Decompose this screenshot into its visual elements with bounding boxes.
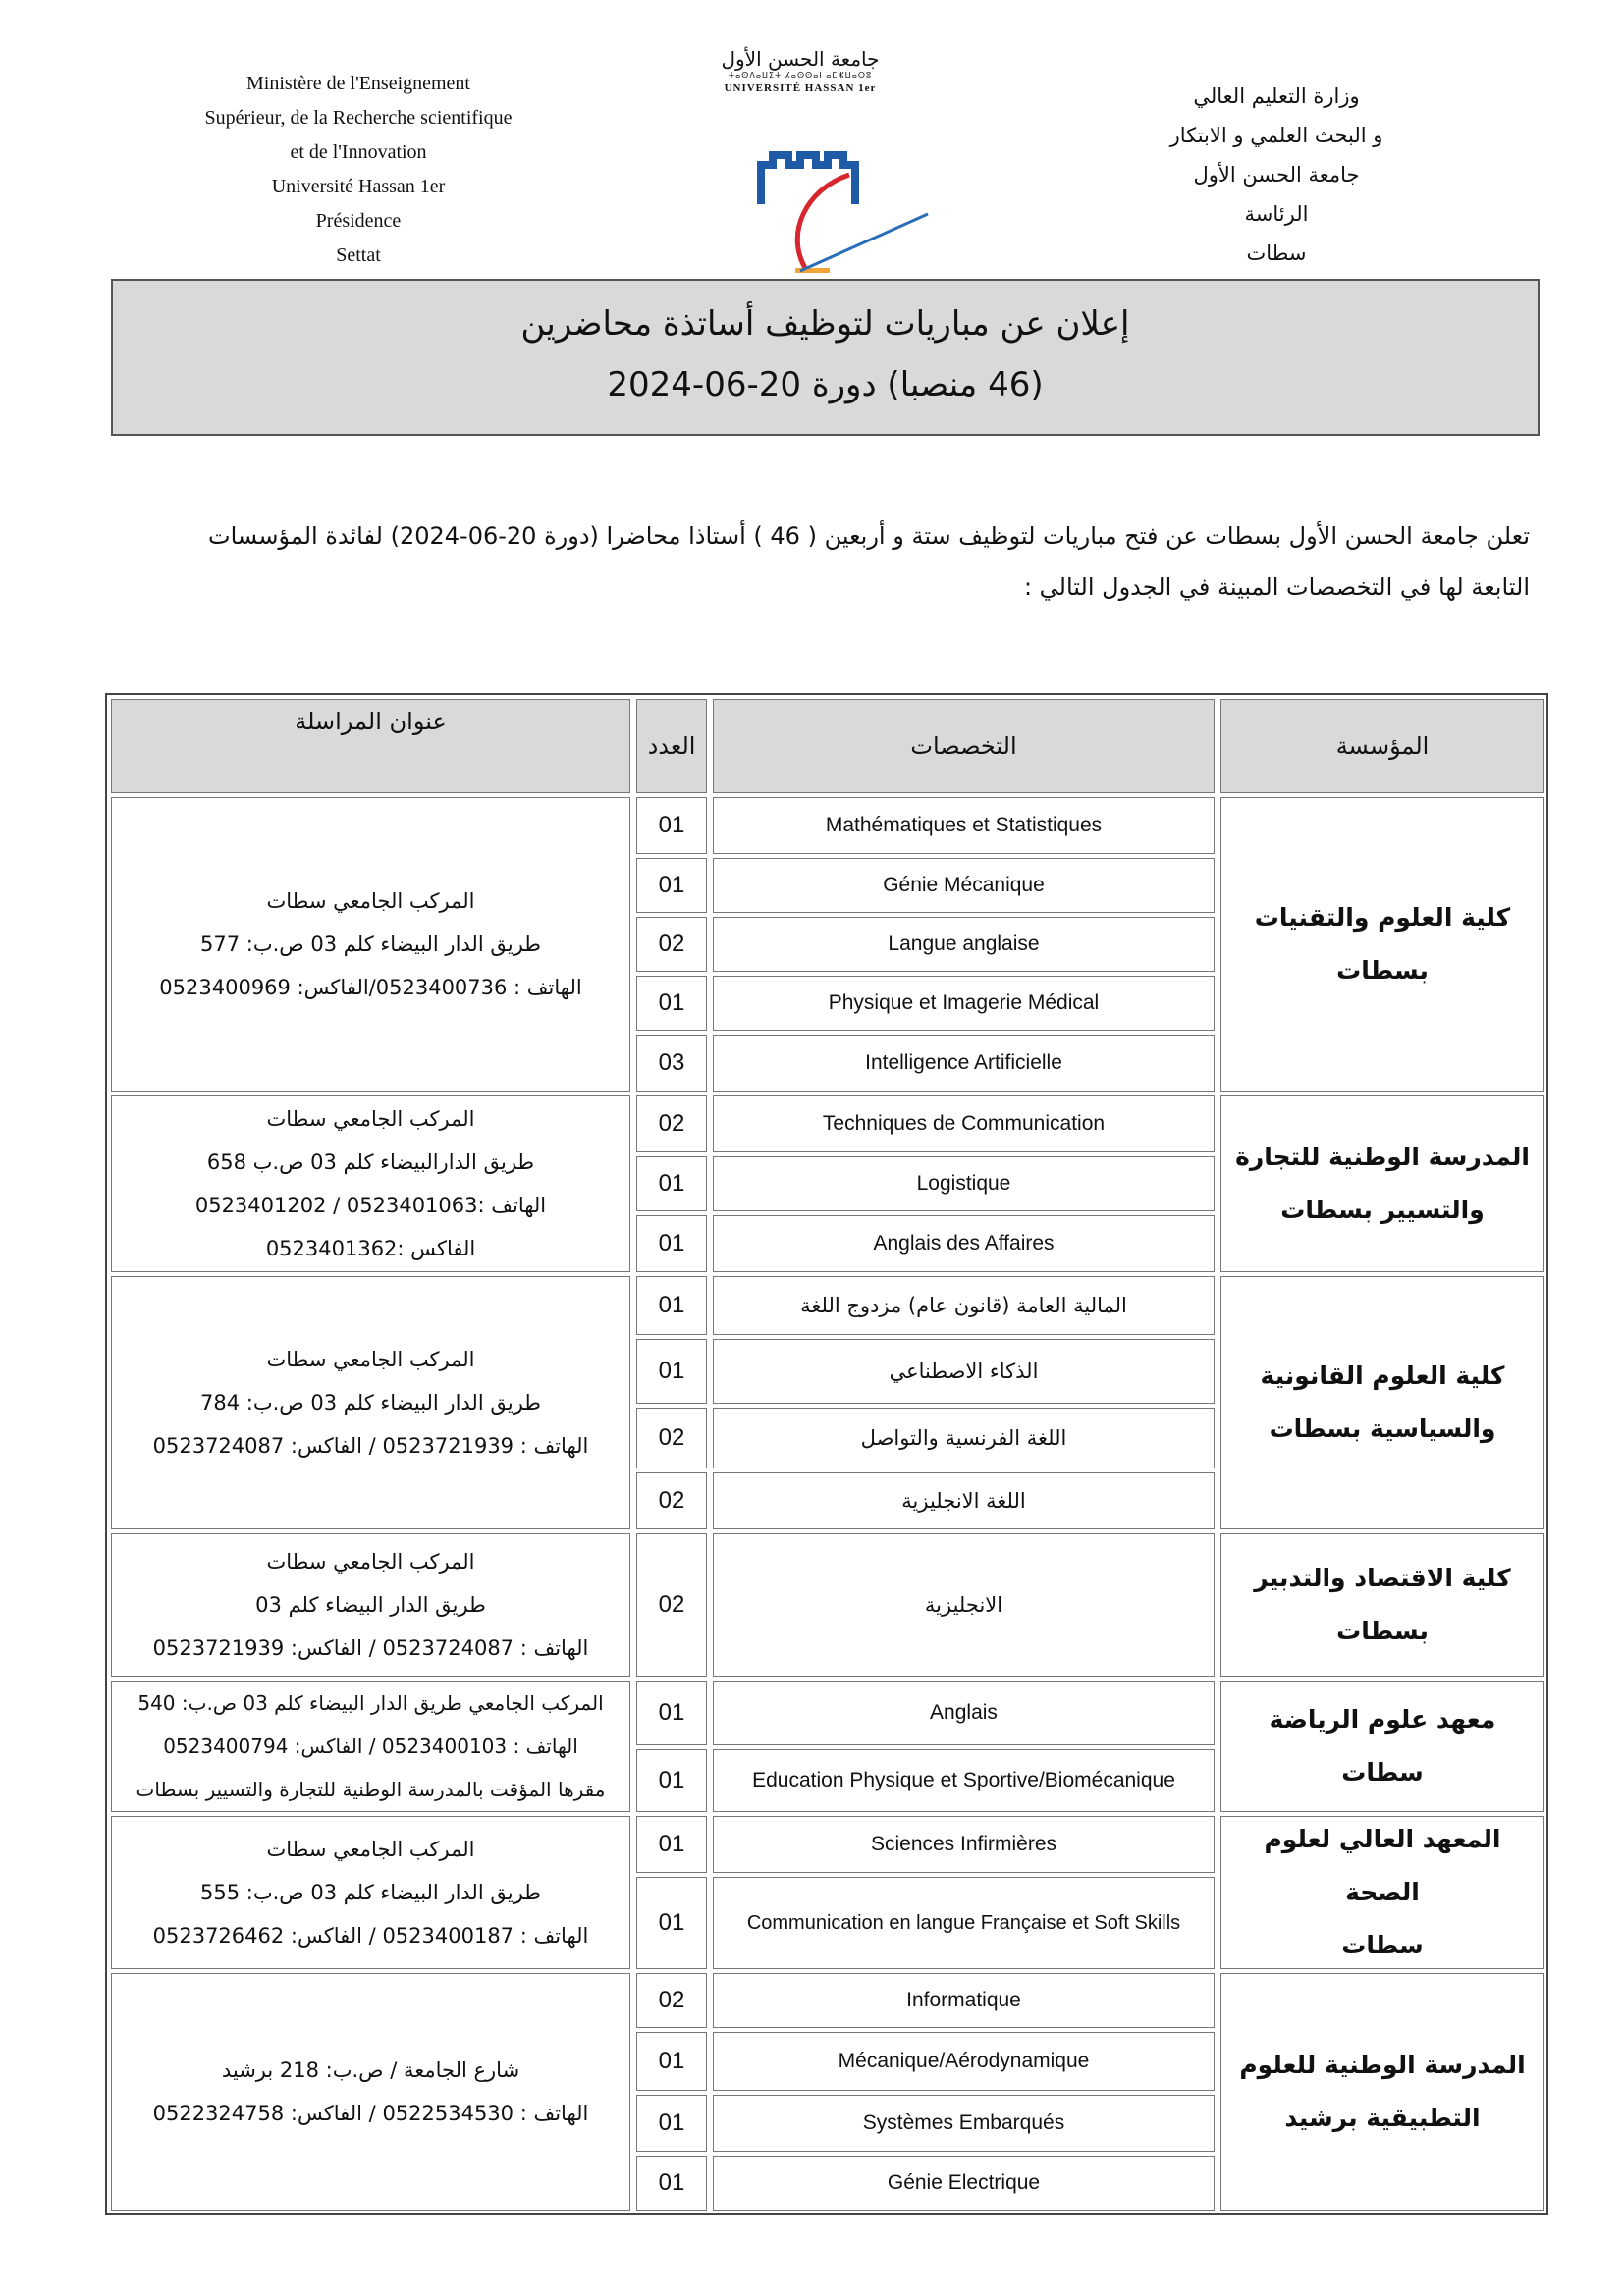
university-logo <box>702 47 938 275</box>
address-line: المركب الجامعي طريق الدار البيضاء كلم 03 ص.ب: 540 <box>137 1691 604 1715</box>
intro-line: التابعة لها في التخصصات المبينة في الجدول التالي : <box>1023 573 1530 601</box>
address-line: المركب الجامعي سطات <box>266 889 475 913</box>
specialty-cell: Communication en langue Française et Soft Skills <box>713 1877 1215 1969</box>
establishment-name: بسطات <box>1336 956 1429 985</box>
specialty-cell: Sciences Infirmières <box>713 1816 1215 1873</box>
logo-arabic-name: جامعة الحسن الأول <box>721 47 880 71</box>
establishment-name: بسطات <box>1336 1617 1429 1645</box>
specialty-cell: Physique et Imagerie Médical <box>713 976 1215 1031</box>
address-line: المركب الجامعي سطات <box>266 1550 475 1574</box>
count-cell: 02 <box>636 1973 707 2028</box>
address-cell <box>111 1973 630 2211</box>
address-line: الهاتف : 0523400103 / الفاكس: 0523400794 <box>163 1735 578 1758</box>
intro-paragraph <box>116 510 1530 613</box>
address-line: المركب الجامعي سطات <box>266 1107 475 1131</box>
header-specialties: التخصصات <box>713 699 1215 793</box>
positions-table <box>105 693 1548 2215</box>
specialty-cell: المالية العامة (قانون عام) مزدوج اللغة <box>713 1276 1215 1335</box>
address-line: مقرها المؤقت بالمدرسة الوطنية للتجارة والتسيير بسطات <box>135 1778 606 1801</box>
address-line: طريق الدار البيضاء كلم 03 ص.ب: 555 <box>200 1881 542 1904</box>
address-line: الفاكس :0523401362 <box>265 1237 476 1260</box>
specialty-cell: اللغة الانجليزية <box>713 1472 1215 1529</box>
specialty-cell: اللغة الفرنسية والتواصل <box>713 1408 1215 1468</box>
header-arabic-line: الرئاسة <box>1244 202 1309 226</box>
count-cell: 02 <box>636 1533 707 1677</box>
count-cell: 01 <box>636 976 707 1031</box>
establishment-name: المعهد العالي لعلوم الصحة <box>1264 1825 1501 1906</box>
count-cell: 01 <box>636 1877 707 1969</box>
header-arabic-line: سطات <box>1246 241 1307 265</box>
count-cell: 01 <box>636 2095 707 2152</box>
address-line: الهاتف : 0523724087 / الفاكس: 0523721939 <box>152 1636 589 1660</box>
header-arabic-line: وزارة التعليم العالي <box>1193 84 1360 108</box>
establishment-cell <box>1220 1973 1544 2211</box>
establishment-name: كلية العلوم القانونية <box>1260 1362 1505 1390</box>
announcement-title: إعلان عن مباريات لتوظيف أساتذة محاضرين <box>520 304 1130 344</box>
establishment-name: معهد علوم الرياضة سطات <box>1269 1705 1496 1787</box>
address-line: الهاتف : 0523400736/الفاكس: 0523400969 <box>159 976 582 999</box>
intro-line: تعلن جامعة الحسن الأول بسطات عن فتح مباريات لتوظيف ستة و أربعين ( 46 ) أستاذا محاضرا (دورة 20-06-2024) لفائدة المؤسسات <box>208 522 1530 550</box>
address-cell <box>111 1533 630 1677</box>
address-line: الهاتف : 0523400187 / الفاكس: 0523726462 <box>152 1924 589 1948</box>
establishment-name: سطات <box>1341 1931 1424 1959</box>
establishment-name: المدرسة الوطنية للتجارة <box>1235 1143 1530 1171</box>
establishment-name: المدرسة الوطنية للعلوم <box>1239 2051 1526 2079</box>
establishment-name: كلية العلوم والتقنيات <box>1254 903 1511 932</box>
establishment-name: والتسيير بسطات <box>1280 1196 1485 1224</box>
establishment-name: والسياسية بسطات <box>1269 1415 1496 1443</box>
address-cell <box>111 797 630 1092</box>
address-cell <box>111 1681 630 1812</box>
address-line: شارع الجامعة / ص.ب: 218 برشيد <box>221 2058 520 2082</box>
count-cell: 01 <box>636 1215 707 1272</box>
specialty-cell: Langue anglaise <box>713 917 1215 972</box>
count-cell: 02 <box>636 1095 707 1152</box>
establishment-cell <box>1220 1276 1544 1529</box>
establishment-cell <box>1220 1095 1544 1272</box>
header-count: العدد <box>636 699 707 793</box>
specialty-cell: Education Physique et Sportive/Biomécanique <box>713 1749 1215 1812</box>
address-line: طريق الدارالبيضاء كلم 03 ص.ب 658 <box>206 1150 535 1174</box>
specialty-cell: Intelligence Artificielle <box>713 1035 1215 1092</box>
count-cell: 02 <box>636 917 707 972</box>
address-cell <box>111 1095 630 1272</box>
address-line: طريق الدار البيضاء كلم 03 ص.ب: 784 <box>200 1391 542 1415</box>
specialty-cell: Systèmes Embarqués <box>713 2095 1215 2152</box>
header-french-line: et de l'Innovation <box>290 141 427 163</box>
address-cell <box>111 1816 630 1969</box>
header-arabic-line: جامعة الحسن الأول <box>1193 163 1360 187</box>
address-cell <box>111 1276 630 1529</box>
header-french-line: Supérieur, de la Recherche scientifique <box>204 107 513 129</box>
address-line: طريق الدار البيضاء كلم 03 ص.ب: 577 <box>200 933 542 956</box>
count-cell: 01 <box>636 1816 707 1873</box>
specialty-cell: Mécanique/Aérodynamique <box>713 2032 1215 2091</box>
count-cell: 01 <box>636 1681 707 1745</box>
specialty-cell: Génie Mécanique <box>713 858 1215 913</box>
specialty-cell: Génie Electrique <box>713 2156 1215 2211</box>
count-cell: 01 <box>636 1156 707 1211</box>
header-address: عنوان المراسلة <box>111 699 630 793</box>
establishment-name: التطبيقية برشيد <box>1284 2104 1481 2132</box>
count-cell: 02 <box>636 1472 707 1529</box>
specialty-cell: الذكاء الاصطناعي <box>713 1339 1215 1404</box>
establishment-name: كلية الاقتصاد والتدبير <box>1254 1564 1511 1592</box>
address-line: الهاتف : 0522534530 / الفاكس: 0522324758 <box>152 2102 589 2125</box>
count-cell: 01 <box>636 1339 707 1404</box>
address-line: طريق الدار البيضاء كلم 03 <box>255 1593 486 1617</box>
specialty-cell: Mathématiques et Statistiques <box>713 797 1215 854</box>
count-cell: 01 <box>636 858 707 913</box>
announcement-subtitle: (46 منصبا) دورة 20-06-2024 <box>607 365 1044 404</box>
address-line: الهاتف : 0523721939 / الفاكس: 0523724087 <box>152 1434 589 1458</box>
establishment-cell <box>1220 1533 1544 1677</box>
establishment-cell <box>1220 1681 1544 1812</box>
specialty-cell: Anglais des Affaires <box>713 1215 1215 1272</box>
count-cell: 03 <box>636 1035 707 1092</box>
logo-tower-icon <box>702 96 938 273</box>
specialty-cell: Techniques de Communication <box>713 1095 1215 1152</box>
header-french <box>147 67 569 273</box>
count-cell: 01 <box>636 797 707 854</box>
header-french-line: Présidence <box>315 210 402 232</box>
header-establishment: المؤسسة <box>1220 699 1544 793</box>
address-line: الهاتف :0523401063 / 0523401202 <box>194 1194 547 1217</box>
header-arabic-line: و البحث العلمي و الابتكار <box>1169 124 1383 147</box>
specialty-cell: Informatique <box>713 1973 1215 2028</box>
logo-amazigh-name: ⵜⴰⵙⴷⴰⵡⵉⵜ ⵃⴰⵙⵙⴰⵏ ⴰⵎⵣⵡⴰⵔⵓ <box>728 71 873 80</box>
specialty-cell: Anglais <box>713 1681 1215 1745</box>
header-french-line: Settat <box>336 244 381 266</box>
specialty-cell: Logistique <box>713 1156 1215 1211</box>
count-cell: 01 <box>636 1749 707 1812</box>
specialty-cell: الانجليزية <box>713 1533 1215 1677</box>
count-cell: 02 <box>636 1408 707 1468</box>
establishment-cell <box>1220 797 1544 1092</box>
establishment-cell <box>1220 1816 1544 1969</box>
header-french-line: Ministère de l'Enseignement <box>246 73 470 94</box>
announcement-title-box <box>111 279 1540 436</box>
count-cell: 01 <box>636 1276 707 1335</box>
header-french-line: Université Hassan 1er <box>271 176 446 197</box>
count-cell: 01 <box>636 2032 707 2091</box>
header-arabic <box>1119 77 1434 273</box>
address-line: المركب الجامعي سطات <box>266 1838 475 1861</box>
address-line: المركب الجامعي سطات <box>266 1348 475 1371</box>
logo-french-name: UNIVERSITÉ HASSAN 1er <box>724 82 877 94</box>
count-cell: 01 <box>636 2156 707 2211</box>
